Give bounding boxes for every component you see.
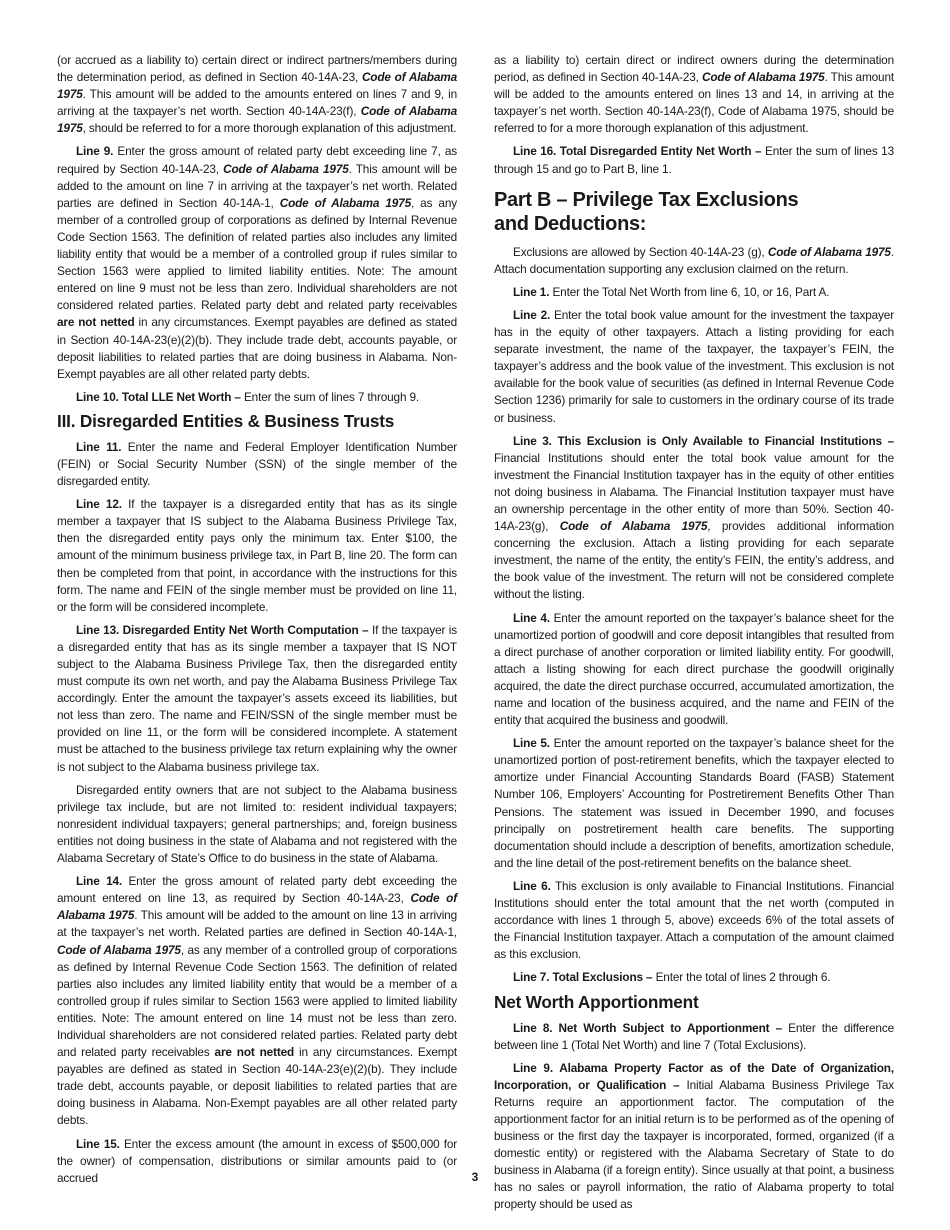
paragraph-line-16: Line 16. Total Disregarded Entity Net Worth – Enter the sum of lines 13 through 15 and go to Part B, line 1. xyxy=(494,144,895,176)
paragraph-line-9: Line 9. Enter the gross amount of related party debt exceeding line 7, as required by Section 40-14A-23, Code of Alabama 1975. This amount will be added to the amount on line 7 in arriving at the taxpayer’s net worth. Related parties are defined in Section 40-14A-1, Code of Alabama 1975, as any member of a controlled group of corporations as defined by Internal Revenue Code Section 1563. The definition of related parties also includes any limited liability entity that would be a member of a controlled group if rules similar to Section 1563 were applied to limited liability entities. Note: The amount entered on line 9 must not be less than zero. Individual shareholders are not considered related parties. Related party debt and related party receivables are not netted in any circumstances. Exempt payables are defined as stated in Section 40-14A-23(e)(2)(b). They include trade debt, accounts payable, or deposit liabilities to related parties that are doing business in Alabama. Non-Exempt payables are all other related party debts. xyxy=(57,144,458,381)
section-heading-net-worth-apportionment: Net Worth Apportionment xyxy=(494,991,699,1012)
paragraph-b-line-9: Line 9. Alabama Property Factor as of the Date of Organization, Incorporation, or Qualification – Initial Alabama Business Privilege Tax Returns require an apportionment factor. The computation of the apportionment factor for an initial return is to be performed as of the opening of business or the first day the taxpayer is incorporated, formed, organized (if a domestic entity) or registered with the Alabama Secretary of State to do business in Alabama (if a foreign entity). Since usually at that point, a business has no sales or payroll information, the ratio of Alabama property to total property should be used as xyxy=(494,1060,894,1212)
paragraph-owners: Disregarded entity owners that are not subject to the Alabama business privilege tax include, but are not limited to: resident individual taxpayers; nonresident individual taxpayers; general partnerships; and, foreign business entities not doing business in the state of Alabama and not registered with the Alabama Secretary of State’s Office to do business in the state of Alabama. xyxy=(57,782,457,866)
paragraph-b-line-8: Line 8. Net Worth Subject to Apportionment – Enter the difference between line 1 (Total Net Worth) and line 7 (Total Exclusions). xyxy=(494,1020,894,1052)
paragraph-line-10: Line 10. Total LLE Net Worth – Enter the sum of lines 7 through 9. xyxy=(76,389,420,404)
paragraph-line-13: Line 13. Disregarded Entity Net Worth Computation – If the taxpayer is a disregarded entity that has as its single member a taxpayer that IS NOT subject to the Alabama Business Privilege Tax, then the disregarded entity must compute its own net worth, and pay the Alabama Business Privilege Tax accordingly. Enter the amount the taxpayer’s assets exceed its liabilities, but not less than zero. The name and FEIN/SSN of the single member must be provided on line 11, or the form will be considered incomplete. A statement must be attached to the business privilege tax return explaining why the owner is not subject to the Alabama business privilege tax. xyxy=(57,622,457,774)
paragraph-exclusions: Exclusions are allowed by Section 40-14A-23 (g), Code of Alabama 1975. Attach documentation supporting any exclusion claimed on the return. xyxy=(494,244,894,276)
left-column xyxy=(57,52,457,1193)
section-heading-disregarded-entities: III. Disregarded Entities & Business Trusts xyxy=(57,410,395,431)
section-heading-part-b: Part B – Privilege Tax Exclusions and Deductions: xyxy=(494,188,799,235)
paragraph-line-11: Line 11. Enter the name and Federal Employer Identification Number (FEIN) or Social Security Number (SSN) of the single member of the disregarded entity. xyxy=(57,439,458,489)
page-number: 3 xyxy=(471,1170,479,1184)
right-column xyxy=(494,52,894,1220)
paragraph-line-15: Line 15. Enter the excess amount (the amount in excess of $500,000 for the owner) of compensation, distributions or similar amounts paid to (or accrued xyxy=(57,1136,458,1185)
paragraph-line-14: Line 14. Enter the gross amount of related party debt exceeding the amount entered on line 13, as required by Section 40-14A-23, Code of Alabama 1975. This amount will be added to the amount on line 13 in arriving at the taxpayer’s net worth. Related parties are defined in Section 40-14A-1, Code of Alabama 1975, as any member of a controlled group of corporations as defined by Internal Revenue Code Section 1563. The definition of related parties also includes any limited liability entity that would be a member of a controlled group if rules similar to Section 1563 were applied to limited liability entities. Note: The amount entered on line 14 must not be less than zero. Individual shareholders are not considered related parties. Related party debt and related party receivables are not netted in any circumstances. Exempt payables are defined as stated in Section 40-14A-23(e)(2)(b). They include trade debt, accounts payable, or deposit liabilities to related parties that are doing business in Alabama. Non-Exempt payables are all other related party debts. xyxy=(57,874,457,1128)
paragraph-b-line-4: Line 4. Enter the amount reported on the taxpayer’s balance sheet for the unamortized portion of goodwill and core deposit intangibles that resulted from a direct purchase of another corporation or limited liability entity. For goodwill, attach a listing showing for each direct purchase the goodwill originally acquired, the date the direct purchase occurred, accumulated amortization, the name and location of the business acquired, and the name and FEIN of the entity that acquired the business and goodwill. xyxy=(494,610,894,728)
paragraph-b-line-1: Line 1. Enter the Total Net Worth from line 6, 10, or 16, Part A. xyxy=(513,284,830,299)
paragraph-b-line-5: Line 5. Enter the amount reported on the taxpayer’s balance sheet for the unamortized portion of post-retirement benefits, which the taxpayer elected to amortize under Financial Accounting Standards Board (FASB) Statement Number 106, Employers’ Accounting for Postretirement Benefits Other Than Pensions. The statement was issued in December 1990, and focuses principally on postretirement health care benefits. The supporting documentation should include a description of benefits, amortization schedule, and the line detail of the post-retirement benefits on the balance sheet. xyxy=(494,736,894,870)
paragraph: as a liability to) certain direct or indirect owners during the determination period, as defined in Section 40-14A-23, Code of Alabama 1975. This amount will be added to the amounts entered on lines 13 and 14, in arriving at the taxpayer’s net worth. Section 40-14A-23(f), Code of Alabama 1975, should be referred to for a more thorough explanation of this adjustment. xyxy=(494,53,894,136)
paragraph-line-12: Line 12. If the taxpayer is a disregarded entity that has as its single member a taxpayer that IS subject to the Alabama Business Privilege Tax, then the disregarded entity pays only the minimum tax. Enter $100, the amount of the minimum business privilege tax, in Part B, line 20. The form can then be completed from that point, in accordance with the instructions for this form. The name and FEIN of the single member must be provided on line 11, or the form will be considered incomplete. xyxy=(57,497,457,614)
paragraph-b-line-7: Line 7. Total Exclusions – Enter the total of lines 2 through 6. xyxy=(513,970,831,985)
paragraph: (or accrued as a liability to) certain direct or indirect partners/members during the determination period, as defined in Section 40-14A-23, Code of Alabama 1975. This amount will be added to the amounts entered on lines 7 and 9, in arriving at the taxpayer’s net worth. Section 40-14A-23(f), Code of Alabama 1975, should be referred to for a more thorough explanation of this adjustment. xyxy=(57,53,457,136)
paragraph-b-line-6: Line 6. This exclusion is only available to Financial Institutions. Financial Institutions should enter the total amount that the net worth (computed in accordance with lines 1 through 5, above) exceeds 6% of the total assets of the Financial Institution taxpayer. Attach a computation of the amount claimed as this exclusion. xyxy=(494,878,894,962)
paragraph-b-line-2: Line 2. Enter the total book value amount for the investment the taxpayer has in the equity of other taxpayers. Attach a listing providing for each separate investment, the name of the taxpayer, the taxpayer’s FEIN, the taxpayer’s address and the book value of the investment. This exclusion is not available for the book value of securities (as defined in Internal Revenue Code Section 1236) primarily for sale to customers in the ordinary course of its trade or business. xyxy=(494,307,894,425)
paragraph-b-line-3: Line 3. This Exclusion is Only Available to Financial Institutions – Financial Institutions should enter the total book value amount for the investment the Financial Institution taxpayer has in the equity of other entities not doing business in Alabama. The Financial Institution taxpayer must have an ownership percentage in the other entity of more than 50%. Section 40-14A-23(g), Code of Alabama 1975, provides additional information concerning the exclusion. Attach a listing providing for each separate investment, the name of the entity, the entity’s FEIN, the entity’s address, and the book value of the investment. The return will not be considered complete without the listing. xyxy=(494,433,894,602)
